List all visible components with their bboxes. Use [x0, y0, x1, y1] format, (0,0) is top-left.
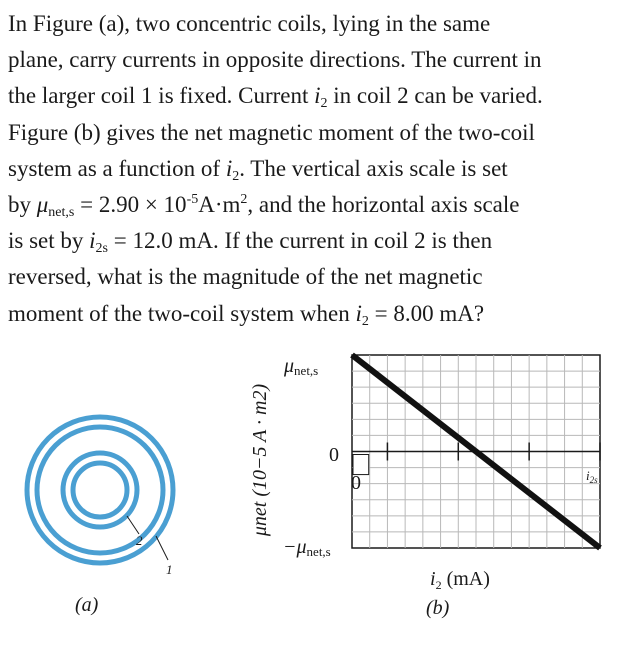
figure-a [27, 417, 173, 616]
y-top-label: μnet,s [284, 355, 319, 378]
figure-a-caption: (a) [75, 594, 99, 616]
x-zero-label: 0 [351, 472, 361, 494]
x-end-label: $i_{2s}$ [586, 468, 598, 485]
y-zero-label: 0 [329, 444, 339, 466]
y-bottom-label: −μnet,s [283, 536, 331, 559]
coil-1-leader-line [156, 536, 168, 560]
figure-b [249, 355, 600, 619]
figure-b-caption: (b) [426, 597, 450, 619]
problem-line-3: the larger coil 1 is fixed. Current $i_2$ in coil 2 can be varied. [8, 83, 543, 112]
x-axis-label: $i_2$ (mA) [430, 568, 490, 592]
problem-line-1: In Figure (a), two concentric coils, lying in the same [8, 11, 491, 36]
problem-line-4: Figure (b) gives the net magnetic moment of the two-coil [8, 119, 535, 145]
plot-area [352, 355, 600, 548]
problem-line-6: by $\mu_{net,s} = 2.90 \times 10^{-5}A\cdot m^2$, and the horizontal axis scale [8, 192, 520, 221]
coil-1-label: 1 [166, 562, 173, 577]
problem-line-5: system as a function of $i_2$. The vertical axis scale is set [8, 155, 508, 184]
problem-line-2: plane, carry currents in opposite directions. The current in [8, 47, 542, 73]
y-axis-label: μnet (10−5 A · m2) [249, 383, 271, 537]
problem-line-7: is set by $i_{2s} = 12.0$ mA. If the current in coil 2 is then [8, 228, 493, 257]
coil-2-leader-line [127, 516, 139, 534]
coil-2-inner-ring [73, 463, 127, 517]
coil-1-outer-ring [27, 417, 173, 563]
coil-2-label: 2 [136, 533, 143, 548]
coil-1-inner-ring [37, 427, 163, 553]
problem-line-9: moment of the two-coil system when $i_2 = 8.00$ mA? [8, 300, 485, 329]
problem-line-8: reversed, what is the magnitude of the net magnetic [8, 264, 483, 290]
